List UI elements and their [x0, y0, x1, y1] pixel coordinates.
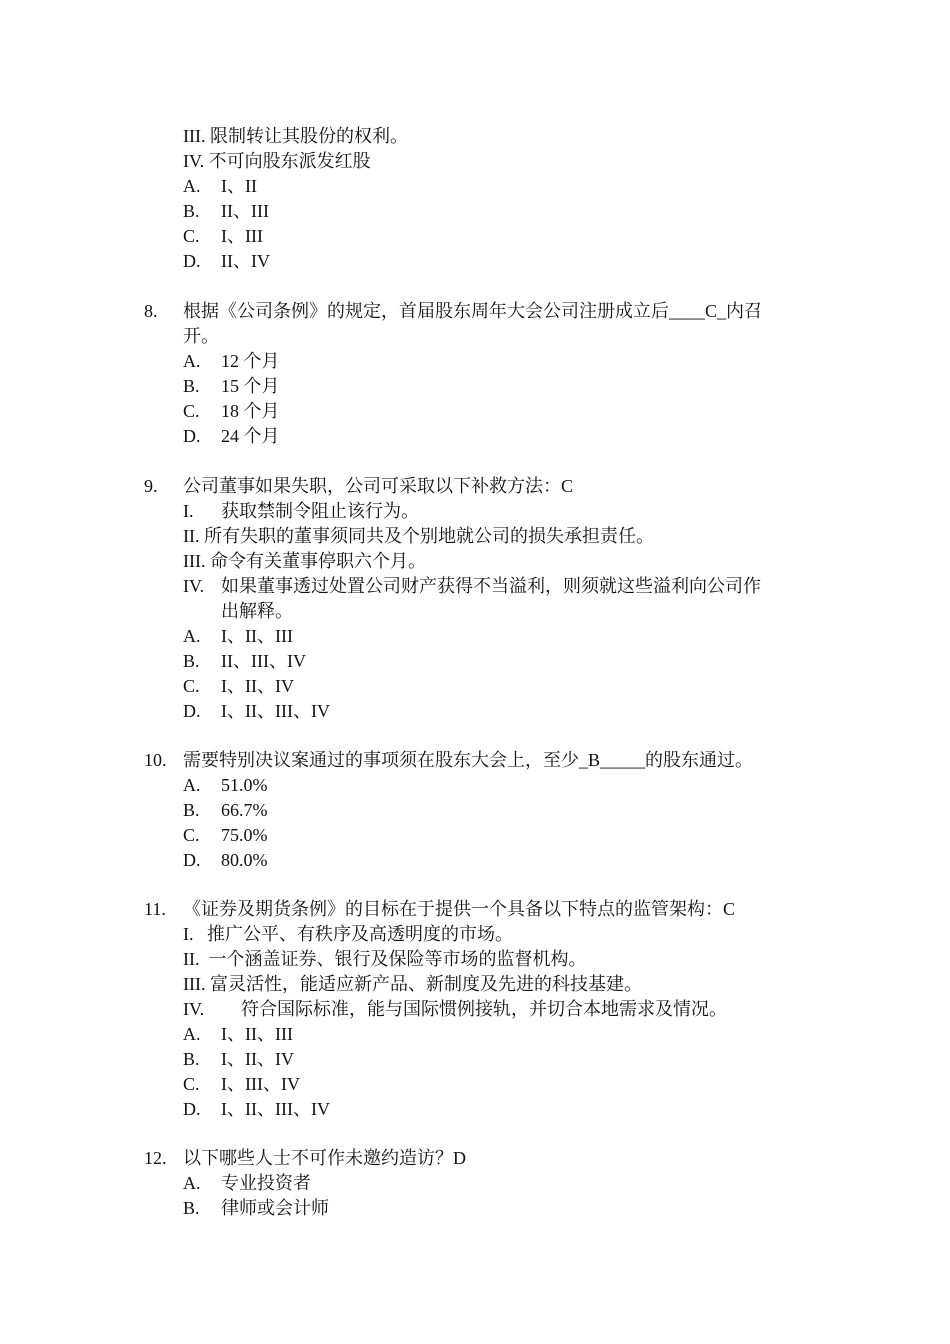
option-label: D. — [183, 850, 201, 870]
question-number: 9. — [144, 476, 158, 496]
option-text: I、II、III、IV — [221, 701, 330, 721]
item-label: IV. — [183, 999, 205, 1019]
option-label: B. — [183, 1198, 200, 1218]
item-label: IV. — [183, 576, 205, 596]
option-text: I、II、III、IV — [221, 1099, 330, 1119]
option-text: 律师或会计师 — [221, 1198, 329, 1218]
option-label: C. — [183, 401, 200, 421]
question-stem-line1: 根据《公司条例》的规定，首届股东周年大会公司注册成立后____C_内召 — [183, 301, 763, 321]
q7-item-iii-text: III. 限制转让其股份的权利。 — [183, 126, 408, 146]
option-label: A. — [183, 626, 201, 646]
option-text: 15 个月 — [221, 376, 280, 396]
item-text: 获取禁制令阻止该行为。 — [221, 501, 419, 521]
item-label: I. — [183, 501, 194, 521]
item-text: 符合国际标准，能与国际惯例接轨，并切合本地需求及情况。 — [241, 999, 727, 1019]
question-stem: 公司董事如果失职，公司可采取以下补救方法：C — [183, 476, 574, 496]
option-label: C. — [183, 825, 200, 845]
option-text: 12 个月 — [221, 351, 280, 371]
question-stem: 需要特别决议案通过的事项须在股东大会上，至少_B_____的股东通过。 — [183, 750, 754, 770]
option-label: B. — [183, 651, 200, 671]
option-text: 66.7% — [221, 800, 268, 820]
option-label: A. — [183, 176, 201, 196]
q7-item-iv-text: IV. 不可向股东派发红股 — [183, 151, 371, 171]
question-stem: 《证券及期货条例》的目标在于提供一个具备以下特点的监管架构：C — [183, 899, 736, 919]
question-number: 10. — [144, 750, 167, 770]
option-text: I、II、IV — [221, 1049, 294, 1069]
option-label: C. — [183, 226, 200, 246]
option-text: 24 个月 — [221, 426, 280, 446]
option-label: D. — [183, 426, 201, 446]
option-label: A. — [183, 1024, 201, 1044]
option-label: B. — [183, 800, 200, 820]
option-text: 51.0% — [221, 775, 268, 795]
option-label: C. — [183, 676, 200, 696]
option-text: 80.0% — [221, 850, 268, 870]
question-stem: 以下哪些人士不可作未邀约造访？D — [183, 1148, 466, 1168]
option-text: I、II、III — [221, 626, 293, 646]
item-text: II. 所有失职的董事须同共及个别地就公司的损失承担责任。 — [183, 526, 654, 546]
option-label: A. — [183, 1173, 201, 1193]
question-number: 11. — [144, 899, 166, 919]
item-text: III. 富灵活性，能适应新产品、新制度及先进的科技基建。 — [183, 974, 642, 994]
option-text: 专业投资者 — [221, 1173, 311, 1193]
item-text: 如果董事透过处置公司财产获得不当溢利，则须就这些溢利向公司作 — [221, 576, 761, 596]
option-label: A. — [183, 775, 201, 795]
option-label: B. — [183, 1049, 200, 1069]
option-text: I、II — [221, 176, 257, 196]
option-text: 75.0% — [221, 825, 268, 845]
option-text: I、III — [221, 226, 263, 246]
option-label: D. — [183, 701, 201, 721]
item-text: III. 命令有关董事停职六个月。 — [183, 551, 426, 571]
item-text: 出解释。 — [221, 601, 293, 621]
question-stem-line2: 开。 — [183, 326, 219, 346]
option-text: I、II、IV — [221, 676, 294, 696]
option-label: C. — [183, 1074, 200, 1094]
option-label: A. — [183, 351, 201, 371]
option-text: 18 个月 — [221, 401, 280, 421]
option-label: B. — [183, 376, 200, 396]
option-label: D. — [183, 1099, 201, 1119]
item-text: II. 一个涵盖证券、银行及保险等市场的监督机构。 — [183, 949, 587, 969]
option-label: D. — [183, 251, 201, 271]
option-text: I、II、III — [221, 1024, 293, 1044]
question-number: 12. — [144, 1148, 167, 1168]
option-label: B. — [183, 201, 200, 221]
option-text: II、III — [221, 201, 269, 221]
option-text: II、III、IV — [221, 651, 306, 671]
item-text: I. 推广公平、有秩序及高透明度的市场。 — [183, 924, 513, 944]
option-text: II、IV — [221, 251, 270, 271]
option-text: I、III、IV — [221, 1074, 300, 1094]
question-number: 8. — [144, 301, 158, 321]
